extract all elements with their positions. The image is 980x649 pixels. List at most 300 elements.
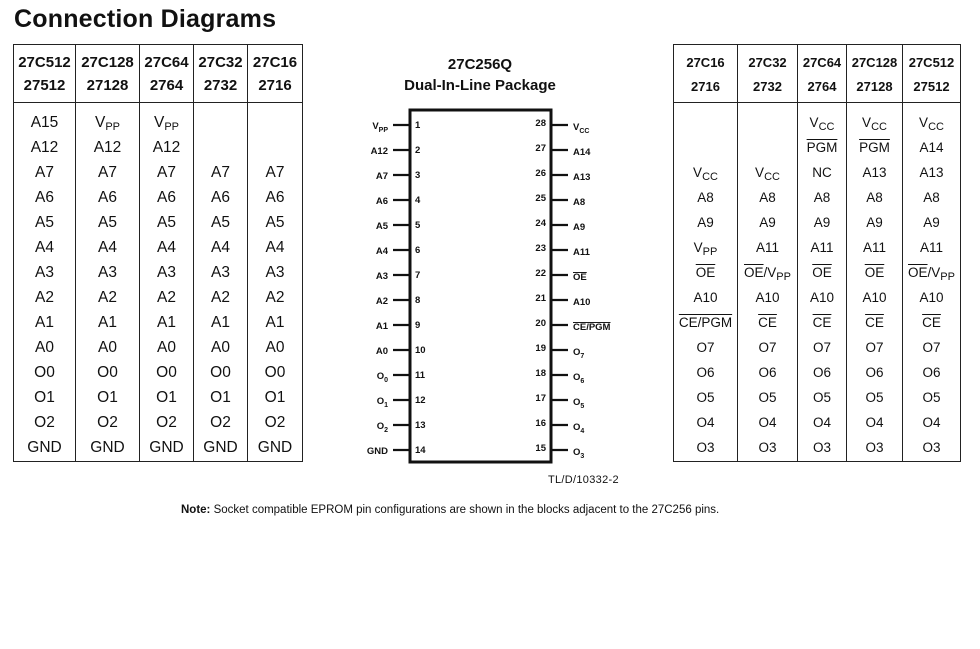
pin-subscript: PP — [164, 121, 180, 133]
part-number-nmos: 2764 — [149, 77, 184, 94]
pin-number: 9 — [415, 320, 421, 331]
pin-cell — [847, 360, 902, 385]
pin-name: A10 — [755, 290, 780, 305]
column-header — [674, 45, 738, 103]
pin-label-subscript: 4 — [580, 428, 585, 435]
pin-name: O2 — [34, 414, 55, 431]
pin-cell — [798, 235, 846, 260]
pin-label-name: O — [376, 371, 385, 382]
pin-name: $\overline{CE}$ — [865, 315, 884, 330]
chip-pins — [367, 118, 611, 460]
pin-name: O3 — [865, 440, 884, 455]
pin-name: V — [809, 115, 819, 130]
pin-label-subscript: 5 — [580, 403, 585, 410]
pin-name: O3 — [758, 440, 777, 455]
pin-name: A2 — [35, 289, 54, 306]
part-number-nmos: 2732 — [203, 77, 238, 94]
pin-label — [376, 346, 388, 357]
pin-label-name: A11 — [573, 247, 590, 258]
pin-number: 22 — [535, 268, 546, 279]
pin-name: CE/PGM — [678, 315, 733, 330]
pin-name: A1 — [98, 314, 117, 331]
pin-label-subscript: 0 — [384, 377, 388, 384]
pin-name: O0 — [34, 364, 55, 381]
pin-cell — [903, 360, 960, 385]
pin-name: O2 — [97, 414, 118, 431]
pin-label — [573, 147, 591, 158]
pin-label-subscript: 3 — [580, 453, 585, 460]
pin-label — [573, 197, 585, 208]
pin-name: A6 — [157, 189, 176, 206]
pin-cell — [674, 235, 737, 260]
pin-number: 11 — [415, 370, 426, 381]
pin-label-name: A1 — [375, 321, 388, 332]
pin-cell — [674, 335, 737, 360]
pin-name: A2 — [157, 289, 176, 306]
pin-cell — [903, 135, 960, 160]
pin-name: GND — [149, 439, 184, 456]
pin-name-suffix: /V — [763, 265, 777, 280]
pin-label — [573, 247, 591, 258]
pin-name: V — [693, 165, 703, 180]
pin-subscript: PP — [776, 271, 791, 283]
pin-name: O6 — [812, 365, 831, 380]
pin-name: A3 — [98, 264, 117, 281]
pin-name: $\overline{OE}$ — [864, 265, 885, 280]
pin-name: A8 — [759, 190, 776, 205]
pin-label-subscript: 1 — [384, 402, 388, 409]
pin-cell — [738, 185, 797, 210]
pin-name: A2 — [265, 289, 285, 306]
pin-label-subscript: 2 — [384, 427, 388, 434]
pin-label — [573, 122, 589, 135]
pin-label-subscript: 7 — [580, 353, 585, 360]
pin-label — [376, 296, 388, 307]
pin-name: A3 — [265, 264, 285, 281]
pin-name: A3 — [211, 264, 230, 281]
pin-name: A8 — [923, 190, 940, 205]
pin-number: 26 — [535, 168, 546, 179]
pin-name: V — [693, 240, 703, 255]
pin-subscript: CC — [702, 171, 718, 183]
pin-subscript: CC — [764, 171, 780, 183]
pin-label-name: O — [376, 396, 385, 407]
pin-name: A4 — [98, 239, 117, 256]
pin-label-subscript: 6 — [580, 378, 585, 385]
pin-cell — [903, 210, 960, 235]
pin-name: O6 — [922, 365, 941, 380]
pin-name: A12 — [93, 139, 122, 156]
pin-cell — [798, 435, 846, 460]
pin-name: A2 — [98, 289, 117, 306]
note-text — [181, 504, 719, 516]
pin-number: 6 — [415, 245, 421, 256]
pin-name: $\overline{OE}$ — [908, 265, 928, 280]
pin-name: A3 — [157, 264, 176, 281]
pin-cell — [674, 185, 737, 210]
pin-cell — [738, 160, 797, 185]
pin-cell — [738, 335, 797, 360]
pin-name: A4 — [157, 239, 176, 256]
pin-name: $\overline{CE}$ — [758, 315, 777, 330]
pin-label — [573, 372, 584, 385]
pin-name: A11 — [919, 240, 944, 255]
part-number-cmos: 27C64 — [802, 55, 842, 70]
pin-name: A3 — [35, 264, 54, 281]
pin-cell — [847, 110, 902, 135]
pin-column — [674, 103, 738, 462]
package-type: Dual-In-Line Package — [404, 77, 556, 94]
pin-number: 12 — [415, 395, 426, 406]
pin-number: 25 — [535, 193, 546, 204]
pin-cell — [798, 360, 846, 385]
pin-label — [367, 446, 388, 457]
pin-name: A15 — [30, 114, 59, 131]
pin-cell — [798, 385, 846, 410]
pin-name: A11 — [810, 240, 834, 255]
pin-cell — [738, 110, 797, 135]
pin-cell — [738, 435, 797, 460]
pin-name: O1 — [156, 389, 177, 406]
pin-cell — [847, 160, 902, 185]
pin-name: A9 — [813, 215, 831, 230]
pin-label-name: V — [372, 121, 379, 132]
pin-name: A7 — [211, 164, 230, 181]
part-number-nmos: 2764 — [807, 79, 837, 94]
column-header — [798, 45, 847, 103]
pin-name: O5 — [812, 390, 831, 405]
pin-name: A10 — [693, 290, 718, 305]
pin-number: 16 — [535, 418, 546, 429]
pin-cell — [847, 285, 902, 310]
pin-name: A0 — [157, 339, 176, 356]
pin-name: A10 — [862, 290, 887, 305]
pin-cell — [738, 385, 797, 410]
pin-name: $\overline{PGM}$ — [806, 140, 838, 155]
pin-name: A8 — [866, 190, 883, 205]
pin-name: O4 — [696, 415, 715, 430]
pin-label-name: O — [573, 422, 581, 433]
pin-number: 17 — [535, 393, 546, 404]
pin-column — [847, 103, 903, 462]
pin-name: A4 — [35, 239, 54, 256]
pin-subscript: CC — [818, 121, 835, 133]
note-label: Note: — [181, 504, 211, 516]
pin-name: A5 — [157, 214, 176, 231]
pin-cell — [903, 285, 960, 310]
pin-cell — [847, 435, 902, 460]
pin-name: V — [862, 115, 872, 130]
pin-cell — [674, 260, 737, 285]
pin-label-name: OE — [573, 272, 587, 283]
pin-name: O2 — [264, 414, 286, 431]
pin-number: 19 — [535, 343, 546, 354]
pin-name: O3 — [696, 440, 715, 455]
pin-subscript: CC — [871, 121, 887, 133]
pin-name: O2 — [210, 414, 231, 431]
pin-name: O0 — [97, 364, 118, 381]
pin-cell — [847, 385, 902, 410]
part-number-nmos: 27512 — [23, 77, 66, 94]
pin-name: GND — [257, 439, 293, 456]
pin-cell — [798, 410, 846, 435]
pin-name: A14 — [919, 140, 944, 155]
pin-label — [573, 397, 584, 410]
pin-name: $\overline{OE}$ — [744, 265, 764, 280]
pin-cell — [903, 185, 960, 210]
column-header — [847, 45, 903, 103]
pin-cell — [738, 135, 797, 160]
pin-name: O1 — [97, 389, 118, 406]
pin-cell — [738, 285, 797, 310]
part-number-nmos: 2732 — [753, 79, 782, 94]
pin-cell — [798, 135, 846, 160]
page-title: Connection Diagrams — [14, 5, 277, 33]
pin-subscript: PP — [105, 121, 121, 133]
pin-name: $\overline{CE}$ — [812, 315, 832, 330]
part-number-cmos: 27C128 — [81, 54, 134, 71]
pin-name: O5 — [865, 390, 884, 405]
pin-name: O1 — [264, 389, 286, 406]
pin-number: 23 — [535, 243, 546, 254]
pin-cell — [903, 160, 960, 185]
pin-column — [798, 103, 847, 462]
pin-cell — [903, 260, 960, 285]
pin-number: 2 — [415, 145, 421, 156]
pin-name: O5 — [758, 390, 777, 405]
pin-column — [903, 103, 961, 462]
pin-cell — [847, 185, 902, 210]
chip-body — [410, 110, 551, 462]
pin-number: 4 — [415, 195, 421, 206]
pin-label-name: A3 — [375, 271, 388, 282]
pin-name: NC — [812, 165, 832, 180]
pin-name: A7 — [157, 164, 176, 181]
part-number-nmos: 27128 — [856, 79, 893, 94]
pin-name: A13 — [919, 165, 944, 180]
pin-label-name: O — [573, 372, 581, 383]
pin-number: 10 — [415, 345, 426, 356]
pin-label-name: A10 — [573, 297, 591, 308]
pin-cell — [798, 335, 846, 360]
pin-cell — [798, 160, 846, 185]
pin-name: A0 — [98, 339, 117, 356]
pin-label — [376, 321, 389, 332]
pin-label — [376, 196, 388, 207]
pin-name: A4 — [211, 239, 230, 256]
pin-number: 13 — [415, 420, 426, 431]
part-number-nmos: 2716 — [258, 77, 292, 94]
pin-cell — [903, 335, 960, 360]
pin-name: O4 — [922, 415, 941, 430]
pin-cell — [674, 110, 737, 135]
pin-cell — [674, 435, 737, 460]
part-number-cmos: 27C32 — [198, 54, 243, 71]
pin-cell — [738, 210, 797, 235]
pin-name: O3 — [812, 440, 831, 455]
pin-name: O7 — [922, 340, 941, 355]
part-number-nmos: 27128 — [86, 77, 129, 94]
pin-cell — [798, 110, 846, 135]
pin-label — [376, 246, 389, 257]
pin-name: A11 — [755, 240, 780, 255]
pin-name: O1 — [34, 389, 55, 406]
pin-cell — [847, 260, 902, 285]
pin-name: O4 — [812, 415, 831, 430]
pin-label — [573, 422, 584, 435]
pin-name: A1 — [211, 314, 230, 331]
pin-cell — [674, 160, 737, 185]
pin-name: O7 — [812, 340, 831, 355]
pin-name: O7 — [865, 340, 884, 355]
pin-name: A5 — [211, 214, 230, 231]
pin-label — [376, 171, 388, 182]
pin-name: V — [94, 114, 106, 131]
pin-number: 7 — [415, 270, 421, 281]
pin-cell — [674, 210, 737, 235]
pin-label-name: O — [573, 397, 581, 408]
pin-subscript: PP — [940, 271, 955, 283]
pin-cell — [738, 360, 797, 385]
pin-cell — [847, 135, 902, 160]
figure-reference: TL/D/10332-2 — [548, 474, 619, 486]
pin-label-name: O — [573, 347, 581, 358]
right-table-header-row — [674, 45, 961, 103]
part-number-cmos: 27C16 — [252, 54, 298, 71]
pin-name: A8 — [697, 190, 714, 205]
pin-number: 14 — [415, 445, 426, 456]
part-number-cmos: 27C32 — [748, 55, 787, 70]
pin-name: GND — [90, 439, 125, 456]
pin-name: A8 — [813, 190, 831, 205]
pin-name: A9 — [697, 215, 714, 230]
pin-cell — [738, 260, 797, 285]
pin-name: A7 — [35, 164, 54, 181]
pin-name: GND — [27, 439, 62, 456]
pin-label — [376, 271, 388, 282]
part-number-nmos: 27512 — [913, 79, 950, 94]
pin-name: O0 — [156, 364, 177, 381]
pin-name: O6 — [758, 365, 777, 380]
pin-name: A1 — [35, 314, 54, 331]
pin-name: $\overline{CE}$ — [922, 315, 941, 330]
pin-cell — [798, 260, 846, 285]
pin-cell — [903, 435, 960, 460]
pin-name: V — [153, 114, 165, 131]
right-compat-table — [673, 44, 961, 462]
pin-name: A6 — [265, 189, 285, 206]
pin-number: 1 — [415, 120, 421, 131]
pin-label — [377, 421, 388, 434]
pin-number: 24 — [535, 218, 546, 229]
pin-name: $\overline{OE}$ — [695, 265, 716, 280]
pin-cell — [847, 235, 902, 260]
pin-cell — [798, 185, 846, 210]
pin-label-name: A0 — [375, 346, 388, 357]
pin-name: A9 — [923, 215, 940, 230]
pin-name: A7 — [98, 164, 117, 181]
part-number-cmos: 27C512 — [18, 54, 71, 71]
pin-name: O2 — [156, 414, 177, 431]
pin-name: A13 — [862, 165, 887, 180]
pin-name: A10 — [809, 290, 835, 305]
pin-name: A0 — [35, 339, 54, 356]
pin-name: V — [755, 165, 765, 180]
pin-name: O7 — [758, 340, 777, 355]
pin-label-subscript: PP — [378, 127, 388, 134]
pin-label — [573, 447, 584, 460]
pin-label-name: A5 — [375, 221, 388, 232]
column-header — [738, 45, 798, 103]
pin-label-name: A2 — [375, 296, 388, 307]
pin-number: 21 — [535, 293, 546, 304]
pin-label — [377, 396, 388, 409]
pin-name: O0 — [264, 364, 286, 381]
pin-name: O7 — [696, 340, 715, 355]
pin-label-name: A12 — [370, 146, 388, 157]
pin-number: 15 — [535, 443, 546, 454]
pin-name: GND — [203, 439, 238, 456]
pin-label-name: A4 — [375, 246, 388, 257]
pin-label-name: V — [573, 122, 580, 133]
pin-number: 28 — [535, 118, 546, 129]
pin-label-name: A14 — [573, 147, 591, 158]
pin-label — [573, 322, 611, 333]
pin-name: A9 — [759, 215, 776, 230]
pin-name: A12 — [30, 139, 59, 156]
pin-name: O5 — [696, 390, 715, 405]
pin-cell — [738, 235, 797, 260]
pin-name: O4 — [758, 415, 777, 430]
pin-subscript: PP — [702, 246, 718, 258]
pin-name: $\overline{OE}$ — [812, 265, 832, 280]
pin-label — [376, 221, 389, 232]
pin-number: 3 — [415, 170, 421, 181]
pin-name: A7 — [265, 164, 285, 181]
pin-name: A4 — [265, 239, 285, 256]
pin-cell — [798, 310, 846, 335]
pin-label — [573, 172, 590, 183]
pin-name: $\overline{PGM}$ — [859, 140, 890, 155]
pin-subscript: CC — [928, 121, 944, 133]
right-table-body-row — [674, 103, 961, 462]
pin-cell — [903, 235, 960, 260]
pin-label-name: A7 — [375, 171, 388, 182]
pin-label — [573, 347, 584, 360]
pin-cell — [847, 335, 902, 360]
pin-label-name: CE/PGM — [573, 322, 611, 333]
pin-name: A1 — [157, 314, 176, 331]
pin-cell — [738, 310, 797, 335]
pin-cell — [847, 210, 902, 235]
pin-name: A1 — [265, 314, 285, 331]
pin-cell — [674, 360, 737, 385]
pin-cell — [903, 385, 960, 410]
part-number-cmos: 27C16 — [686, 55, 725, 70]
pin-name: O3 — [922, 440, 941, 455]
pin-label — [377, 371, 388, 384]
pin-cell — [847, 310, 902, 335]
pin-name: A9 — [866, 215, 883, 230]
pin-label-name: A6 — [375, 196, 388, 207]
pin-name: A11 — [862, 240, 887, 255]
pin-name: O1 — [210, 389, 231, 406]
pin-name: A0 — [211, 339, 230, 356]
pin-cell — [738, 410, 797, 435]
pin-name: A6 — [211, 189, 230, 206]
package-part: 27C256Q — [447, 56, 513, 73]
pin-number: 27 — [535, 143, 546, 154]
